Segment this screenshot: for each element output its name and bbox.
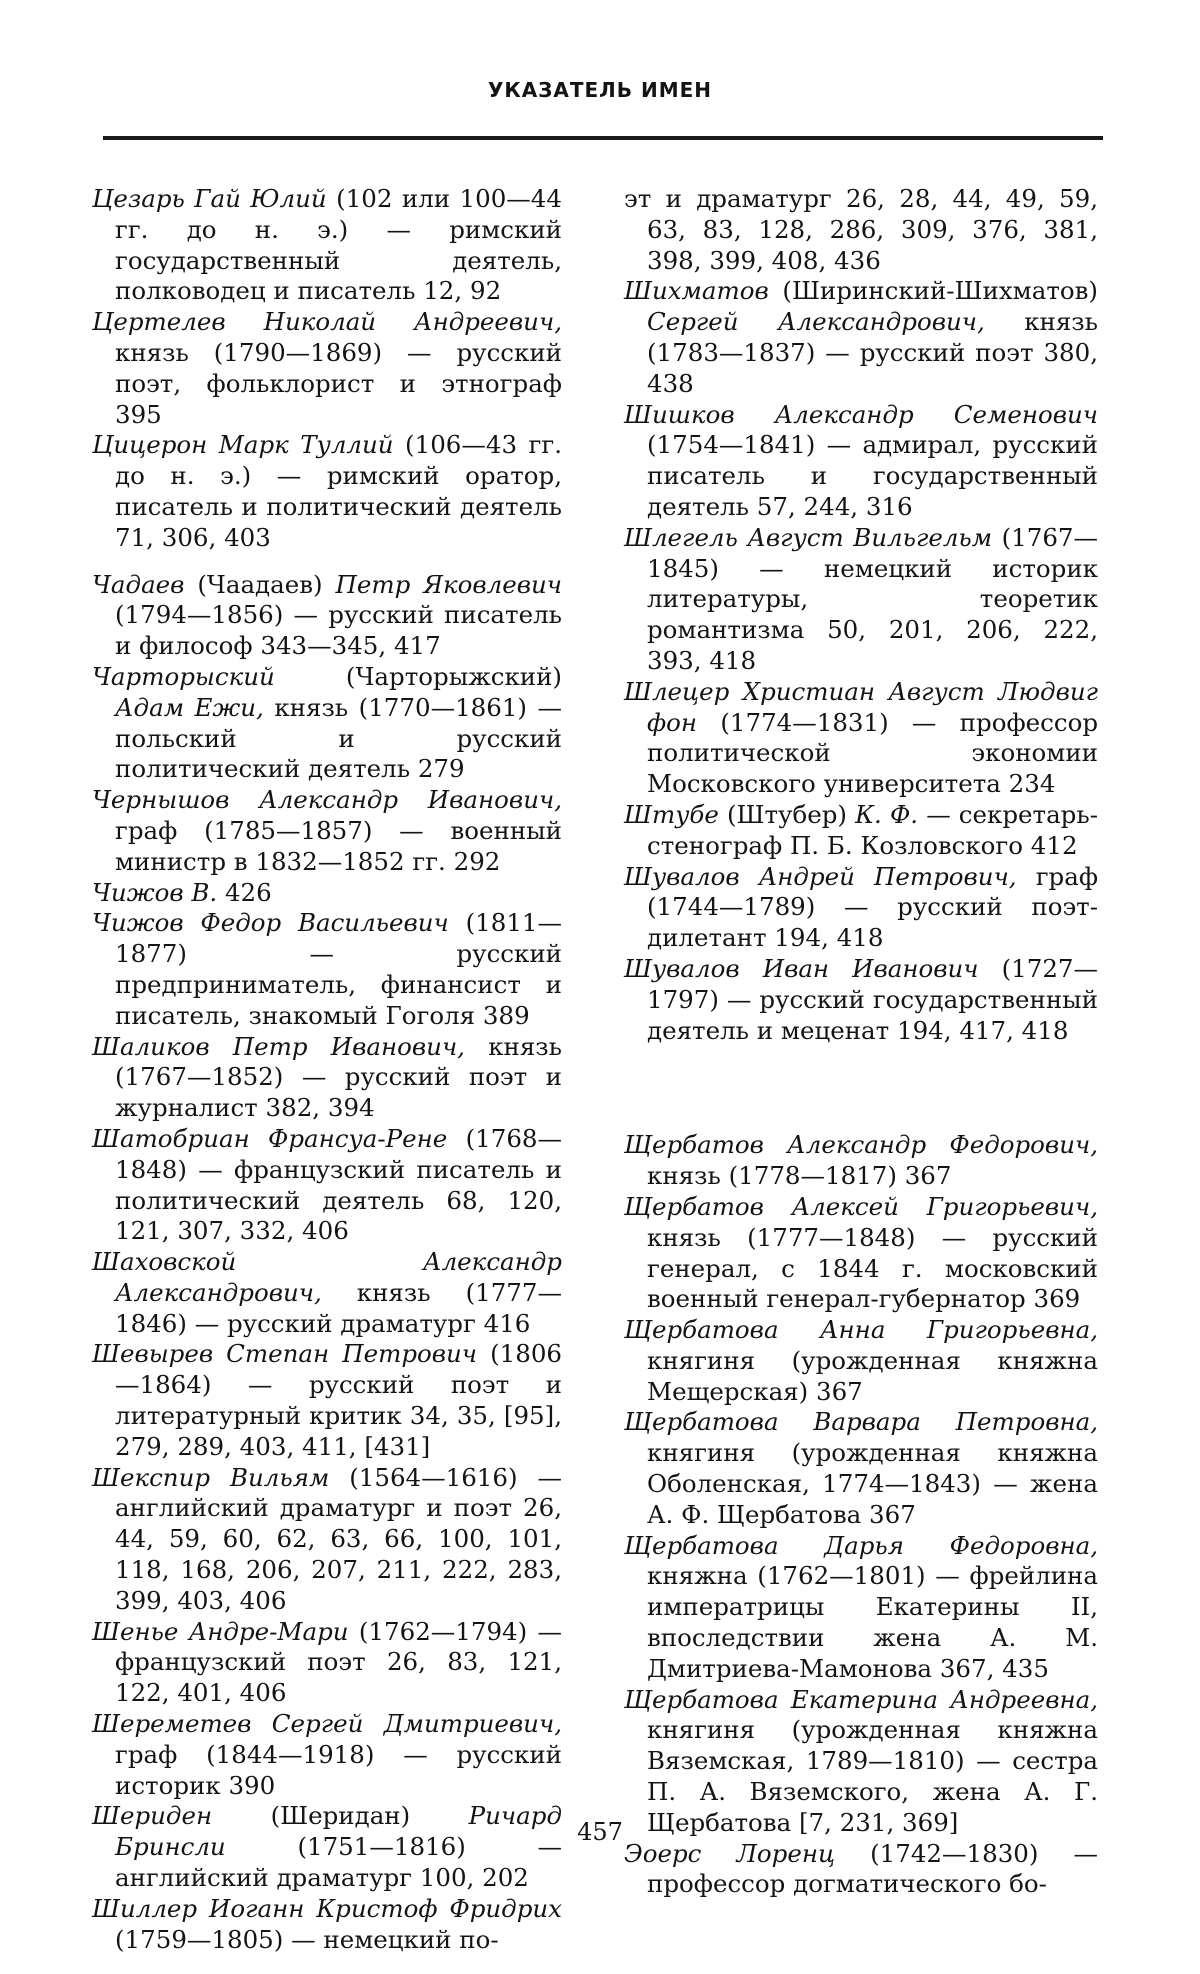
entry-text: (Шеридан)	[212, 1801, 469, 1831]
entry-name: Чадаев	[92, 569, 185, 599]
entry-name: Ричард Бринсли	[115, 1801, 562, 1862]
index-entry	[624, 523, 1098, 677]
index-entry	[92, 908, 562, 1031]
entry-name: Чарторыский	[92, 661, 275, 691]
index-entry	[624, 184, 1098, 276]
running-head: УКАЗАТЕЛЬ ИМЕН	[487, 78, 713, 102]
entry-name: Цицерон Марк Туллий	[92, 430, 394, 460]
index-entry	[624, 1685, 1098, 1839]
entry-text: княжна (1762—1801) — фрейлина императрицы Екатерины II, впоследствии жена А. М. Дмитриева-Мамонова 367, 435	[647, 1561, 1098, 1683]
entry-name: Шереметев Сергей Дмитриевич,	[92, 1709, 562, 1739]
index-entry	[92, 1617, 562, 1709]
entry-text: (1742—1830) — профессор догматического бо-	[647, 1838, 1098, 1899]
index-entry	[624, 1839, 1098, 1901]
entry-name: Щербатова Екатерина Андреевна,	[624, 1684, 1098, 1714]
entry-text: князь (1783—1837) — русский поэт 380, 438	[647, 307, 1098, 398]
index-entry	[624, 1192, 1098, 1315]
entry-text: (1564—1616) — английский драматург и поэт 26, 44, 59, 60, 62, 63, 66, 100, 101, 118, 168, 206, 207, 211, 222, 283, 399, 403, 406	[115, 1462, 562, 1615]
entry-name: Петр Яковлевич	[335, 569, 563, 599]
entry-name: Щербатов Александр Федорович,	[624, 1130, 1098, 1160]
entry-name: Чернышов Александр Иванович,	[92, 785, 562, 815]
entry-name: Щербатов Алексей Григорьевич,	[624, 1191, 1098, 1221]
entry-text: эт и драматург 26, 28, 44, 49, 59, 63, 83, 128, 286, 309, 376, 381, 398, 399, 408, 436	[624, 184, 1098, 275]
index-entry	[92, 184, 562, 307]
entry-text: (Штубер)	[718, 799, 856, 829]
entry-text: (1762—1794) — французский поэт 26, 83, 121, 122, 401, 406	[115, 1616, 562, 1708]
right-column-bottom	[624, 1130, 1098, 1900]
entry-text: князь (1790—1869) — русский поэт, фольклорист и этнограф 395	[115, 337, 562, 429]
entry-name: Щербатова Анна Григорьевна,	[624, 1315, 1098, 1345]
index-entry	[624, 862, 1098, 954]
entry-text: (1811—1877) — русский предприниматель, финансист и писатель, знакомый Гоголя 389	[115, 908, 562, 1030]
index-entry	[92, 1709, 562, 1801]
left-column	[92, 184, 562, 1955]
index-entry	[92, 1801, 562, 1893]
entry-name: Шувалов Иван Иванович	[624, 953, 979, 983]
entry-text: (1767—1845) — немецкий историк литературы, теоретик романтизма 50, 201, 206, 222, 393, 418	[647, 522, 1098, 675]
index-entry	[624, 1315, 1098, 1407]
index-entry	[624, 677, 1098, 800]
entry-name: Адам Ежи,	[115, 692, 264, 722]
entry-text: (Чаадаев)	[184, 569, 336, 599]
index-entry	[624, 276, 1098, 399]
entry-name: Цезарь Гай Юлий	[92, 184, 327, 213]
entry-text: князь (1777—1846) — русский драматург 416	[115, 1277, 562, 1338]
entry-text: граф (1785—1857) — военный министр в 1832—1852 гг. 292	[115, 815, 562, 876]
index-entry	[92, 1124, 562, 1247]
entry-name: Сергей Александрович,	[647, 307, 985, 337]
entry-name: Шаховской Александр Александрович,	[92, 1247, 562, 1307]
page-number: 457	[577, 1818, 623, 1846]
index-entry	[92, 1032, 562, 1124]
entry-name: К. Ф.	[855, 799, 919, 829]
entry-text: (Ширинский-Шихматов)	[768, 276, 1098, 306]
entry-name: Шевырев Степан Петрович	[92, 1339, 478, 1369]
index-entry	[92, 307, 562, 430]
index-entry	[92, 430, 562, 553]
entry-text: (1754—1841) — адмирал, русский писатель и государственный деятель 57, 244, 316	[647, 430, 1098, 521]
right-column	[624, 184, 1098, 1900]
entry-text: — секретарь-стенограф П. Б. Козловского 412	[647, 799, 1098, 860]
entry-text: (1794—1856) — русский писатель и философ 343—345, 417	[115, 600, 562, 661]
entry-name: Щербатова Дарья Федоровна,	[624, 1530, 1098, 1560]
index-entry	[624, 1130, 1098, 1192]
index-entry	[624, 954, 1098, 1046]
entry-text: князь (1767—1852) — русский поэт и журналист 382, 394	[115, 1031, 562, 1123]
index-entry	[92, 1463, 562, 1617]
entry-text: (1774—1831) — профессор политической экономии Московского университета 234	[647, 707, 1098, 799]
index-entry	[92, 570, 562, 662]
entry-text: (1751—1816) — английский драматург 100, 202	[115, 1832, 562, 1893]
entry-name: Шаликов Петр Иванович,	[92, 1031, 465, 1061]
entry-gap	[92, 554, 562, 570]
entry-name: Эоерс Лоренц	[624, 1838, 836, 1868]
entry-text: (106—43 гг. до н. э.) — римский оратор, писатель и политический деятель 71, 306, 403	[115, 430, 562, 552]
index-entry	[92, 662, 562, 785]
index-entry	[624, 800, 1098, 862]
entry-text: (102 или 100—44 гг. до н. э.) — римский государственный деятель, полководец и писатель 12, 92	[115, 184, 562, 306]
header-rule	[103, 136, 1103, 140]
entry-name: Шувалов Андрей Петрович,	[624, 861, 1017, 891]
entry-text: (1727—1797) — русский государственный деятель и меценат 194, 417, 418	[647, 953, 1098, 1045]
entry-name: Шатобриан Франсуа-Рене	[92, 1123, 448, 1153]
entry-name: Шихматов	[624, 276, 769, 306]
entry-name: Шишков Александр Семенович	[624, 399, 1098, 429]
index-entry	[92, 1894, 562, 1956]
entry-name: Чижов В.	[92, 877, 218, 907]
entry-text: 426	[217, 877, 272, 907]
entry-text: (Чарторыжский)	[274, 661, 562, 691]
right-column-top	[624, 184, 1098, 1046]
index-entry	[92, 878, 562, 909]
entry-text: князь (1770—1861) — польский и русский политический деятель 279	[115, 692, 562, 784]
index-entry	[92, 785, 562, 877]
index-entry	[92, 1339, 562, 1462]
index-entry	[624, 1407, 1098, 1530]
entry-name: Цертелев Николай Андреевич,	[92, 307, 562, 337]
entry-text: граф (1844—1918) — русский историк 390	[115, 1739, 562, 1800]
entry-name: Щербатова Варвара Петровна,	[624, 1407, 1098, 1437]
index-entry	[92, 1247, 562, 1339]
entry-name: Чижов Федор Васильевич	[92, 908, 449, 938]
entry-text: (1806—1864) — русский поэт и литературный критик 34, 35, [95], 279, 289, 403, 411, [431]	[115, 1339, 562, 1461]
entry-name: Штубе	[624, 799, 719, 829]
entry-text: княгиня (урожденная княжна Вяземская, 1789—1810) — сестра П. А. Вяземского, жена А. Г. Щербатова [7, 231, 369]	[647, 1715, 1098, 1837]
entry-name: Шлецер Христиан Август Людвиг фон	[624, 676, 1098, 737]
entry-text: князь (1777—1848) — русский генерал, с 1844 г. московский военный генерал-губернатор 369	[647, 1222, 1098, 1314]
entry-text: (1759—1805) — немецкий по-	[115, 1924, 499, 1954]
index-entry	[624, 400, 1098, 523]
index-entry	[624, 1531, 1098, 1685]
entry-text: (1768—1848) — французский писатель и политический деятель 68, 120, 121, 307, 332, 406	[115, 1123, 562, 1246]
entry-name: Шлегель Август Вильгельм	[624, 522, 993, 552]
entry-text: князь (1778—1817) 367	[647, 1161, 952, 1191]
entry-text: граф (1744—1789) — русский поэт-дилетант 194, 418	[647, 861, 1098, 953]
entry-name: Шенье Андре-Мари	[92, 1616, 349, 1646]
entry-name: Шериден	[92, 1801, 213, 1831]
entry-text: княгиня (урожденная княжна Мещерская) 367	[647, 1345, 1098, 1406]
entry-name: Шиллер Иоганн Кристоф Фридрих	[92, 1893, 562, 1923]
section-gap	[624, 1046, 1098, 1130]
entry-text: княгиня (урожденная княжна Оболенская, 1774—1843) — жена А. Ф. Щербатова 367	[647, 1438, 1098, 1529]
entry-name: Шекспир Вильям	[92, 1462, 330, 1492]
